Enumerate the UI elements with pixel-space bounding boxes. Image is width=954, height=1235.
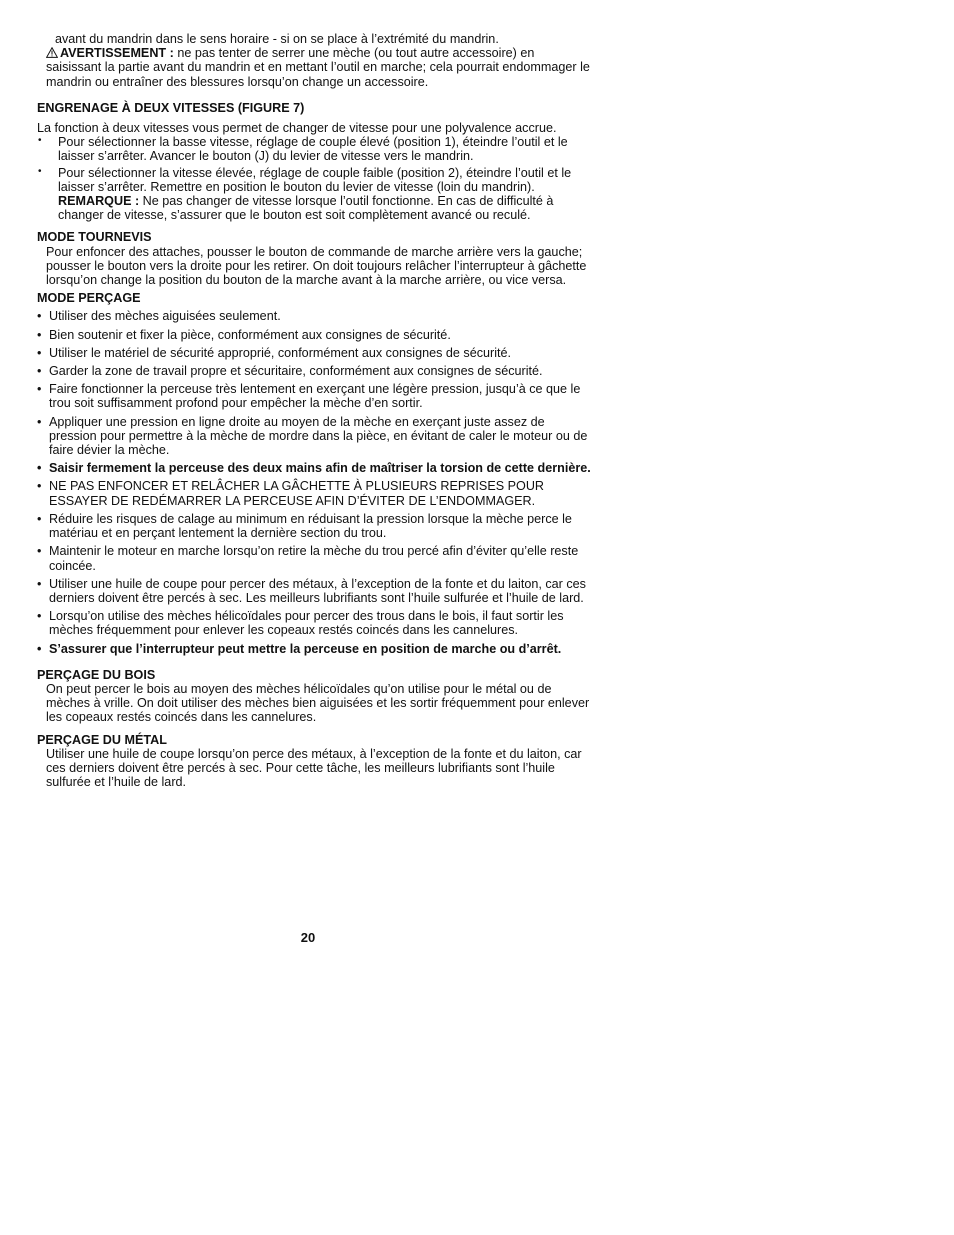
list-item-text: Utiliser le matériel de sécurité approprié, conformément aux consignes de sécurité.: [49, 345, 511, 360]
wood-text: On peut percer le bois au moyen des mèches hélicoïdales qu’on utilise pour le métal ou de mèches à vrille. On doit utiliser des mèches bien aiguisées et les sortir fréquemment pour enlever les copeaux restés coincés dans les cannelures.: [46, 681, 590, 725]
bullet-mark: •: [37, 576, 42, 591]
intro-continuation: avant du mandrin dans le sens horaire - si on se place à l’extrémité du mandrin.: [55, 32, 499, 46]
heading-screwdriver: MODE TOURNEVIS: [37, 230, 152, 245]
bullet-mark: •: [37, 641, 42, 656]
heading-metal: PERÇAGE DU MÉTAL: [37, 732, 167, 747]
list-item: [37, 328, 593, 342]
heading-wood: PERÇAGE DU BOIS: [37, 667, 156, 682]
two-speed-list: [37, 135, 593, 222]
bullet-mark: •: [37, 345, 42, 360]
bullet-mark: •: [38, 135, 42, 147]
list-item: [37, 415, 593, 458]
list-item: [37, 309, 593, 323]
warning-triangle-icon: [46, 47, 58, 58]
two-speed-lead: La fonction à deux vitesses vous permet de changer de vitesse pour une polyvalence accrue.: [37, 121, 557, 136]
bullet-mark: •: [37, 382, 42, 397]
list-item-text: Pour sélectionner la basse vitesse, réglage de couple élevé (position 1), éteindre l’outil et le laisser s’arrêter. Avancer le bouton (J) du levier de vitesse vers le mandrin.: [58, 135, 568, 164]
list-item-text: Lorsqu’on utilise des mèches hélicoïdales pour percer des trous dans le bois, il faut sortir les mèches fréquemment pour enlever les copeaux restés coincés dans les cannelures.: [49, 609, 564, 638]
list-item: [37, 577, 593, 605]
bullet-mark: •: [38, 165, 42, 177]
bullet-mark: •: [37, 327, 42, 342]
list-item-text: Utiliser une huile de coupe pour percer des métaux, à l’exception de la fonte et du laiton, car ces derniers doivent être percés à sec. Les meilleurs lubrifiants sont l’huile sulfurée et l’huile de lard.: [49, 576, 586, 605]
list-item-text: Bien soutenir et fixer la pièce, conformément aux consignes de sécurité.: [49, 327, 451, 342]
list-item-text: S’assurer que l’interrupteur peut mettre la perceuse en position de marche ou d’arrêt.: [49, 641, 562, 656]
list-item-text: Faire fonctionner la perceuse très lentement en exerçant une légère pression, jusqu’à ce que le trou soit suffisamment profond pour empêcher la mèche d’en sortir.: [49, 382, 581, 411]
bullet-mark: •: [37, 479, 42, 494]
list-item-text: Réduire les risques de calage au minimum en réduisant la pression lorsque la mèche perce le matériau et en perçant lentement la dernière section du trou.: [49, 511, 572, 541]
list-item-text: NE PAS ENFONCER ET RELÂCHER LA GÂCHETTE À PLUSIEURS REPRISES POUR ESSAYER DE REDÉMARRER LA PERCEUSE AFIN D’ÉVITER DE L’ENDOMMAGER.: [49, 479, 545, 508]
bullet-mark: •: [37, 364, 42, 379]
list-item: [37, 382, 593, 410]
page-number: 20: [300, 930, 316, 945]
list-item: [37, 364, 593, 378]
drilling-list: [37, 309, 593, 655]
list-item: [37, 135, 593, 163]
warning-text: ne pas tenter de serrer une mèche (ou tout autre accessoire) en saisissant la partie avant du mandrin et en mettant l’outil en marche; cela pourrait endommager le mandrin ou entraîner des blessures lorsqu’on change un accessoire.: [46, 46, 590, 89]
list-item-text: Garder la zone de travail propre et sécuritaire, conformément aux consignes de sécurité.: [49, 364, 543, 379]
heading-two-speed: ENGRENAGE À DEUX VITESSES (FIGURE 7): [37, 100, 305, 115]
warning-paragraph: [37, 46, 593, 89]
heading-drilling: MODE PERÇAGE: [37, 291, 141, 306]
list-item-text: Utiliser des mèches aiguisées seulement.: [49, 309, 281, 324]
note-label: REMARQUE :: [58, 194, 140, 209]
list-item: [37, 642, 593, 656]
list-item: [37, 544, 593, 572]
list-item-text: Appliquer une pression en ligne droite au moyen de la mèche en exerçant juste assez de pression pour permettre à la mèche de mordre dans la pièce, en évitant de caler le moteur ou de faire dévier la mèche.: [49, 414, 588, 458]
bullet-mark: •: [37, 511, 42, 526]
warning-label: AVERTISSEMENT :: [60, 46, 174, 61]
list-item-text: Pour sélectionner la vitesse élevée, réglage de couple faible (position 2), éteindre l’outil et le laisser s’arrêter. Remettre en position le bouton du levier de vitesse (loin du mandrin).: [58, 165, 572, 194]
list-item: [37, 461, 593, 475]
list-item: [37, 166, 593, 223]
page-content: [37, 32, 593, 789]
bullet-mark: •: [37, 609, 42, 624]
bullet-mark: •: [37, 414, 42, 429]
screwdriver-text: Pour enfoncer des attaches, pousser le bouton de commande de marche arrière vers la gauche; pousser le bouton vers la droite pour les retirer. On doit toujours relâcher l’interrupteur à gâchette lorsqu’on change la position du bouton de la marche avant à la marche arrière, ou vice versa.: [46, 244, 587, 288]
bullet-mark: •: [37, 309, 42, 324]
metal-text: Utiliser une huile de coupe lorsqu’on perce des métaux, à l’exception de la fonte et du laiton, car ces derniers doivent être percés à sec. Pour cette tâche, les meilleurs lubrifiants sont l’huile sulfurée et l’huile de lard.: [46, 746, 582, 790]
list-item-text: Ne pas changer de vitesse lorsque l’outil fonctionne. En cas de difficulté à changer de vitesse, s’assurer que le bouton est soit complètement avancé ou reculé.: [58, 194, 554, 223]
list-item-text: Maintenir le moteur en marche lorsqu’on retire la mèche du trou percé afin d’éviter qu’elle reste coincée.: [49, 544, 579, 573]
list-item: [37, 512, 593, 540]
list-item: [37, 346, 593, 360]
bullet-mark: •: [37, 544, 42, 559]
list-item-text: Saisir fermement la perceuse des deux mains afin de maîtriser la torsion de cette dernière.: [49, 461, 591, 476]
list-item: [37, 609, 593, 637]
list-item: [37, 479, 593, 507]
bullet-mark: •: [37, 461, 42, 476]
